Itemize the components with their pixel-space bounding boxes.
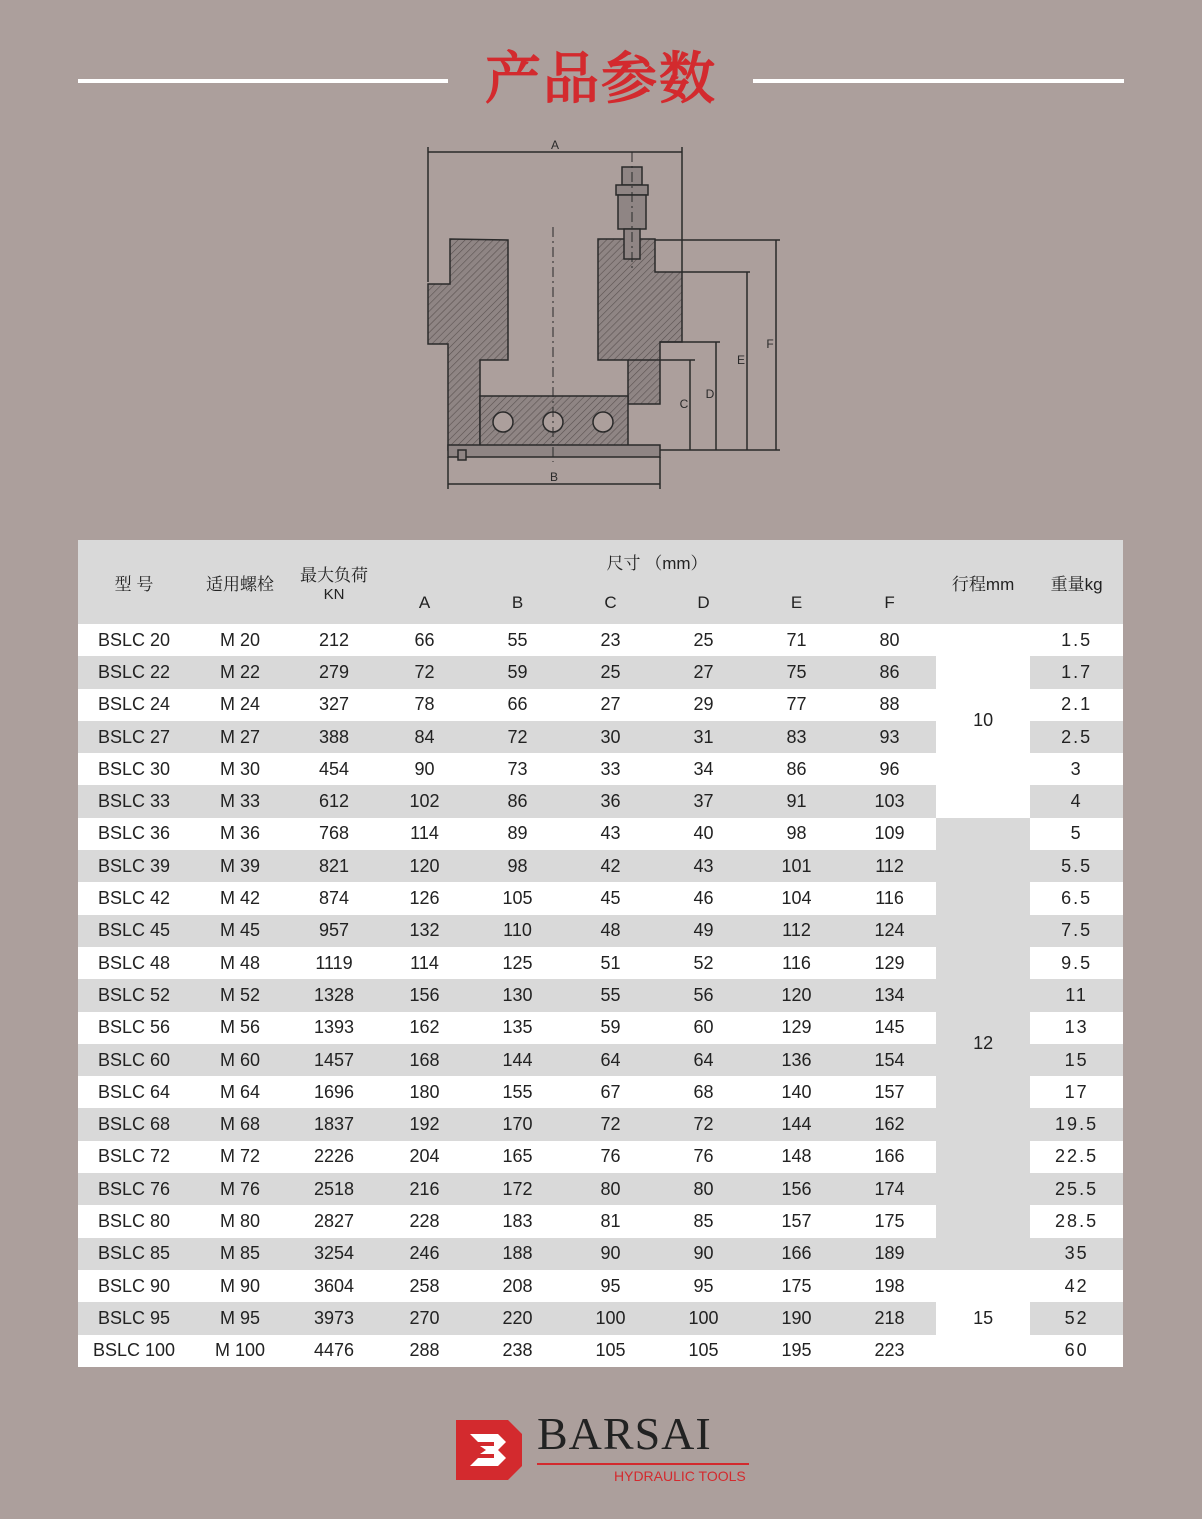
cell-a: 258 xyxy=(378,1270,471,1302)
cell-c: 25 xyxy=(564,656,657,688)
cell-d: 68 xyxy=(657,1076,750,1108)
cell-model: BSLC 48 xyxy=(78,947,190,979)
cell-bolt: M 56 xyxy=(190,1012,290,1044)
cell-d: 95 xyxy=(657,1270,750,1302)
cell-model: BSLC 80 xyxy=(78,1205,190,1237)
cell-c: 76 xyxy=(564,1141,657,1173)
cell-weight: 28.5 xyxy=(1030,1205,1123,1237)
header-load-unit: KN xyxy=(323,586,345,603)
cell-e: 71 xyxy=(750,624,843,656)
cell-load: 1696 xyxy=(290,1076,378,1108)
page-title: 产品参数 xyxy=(485,47,717,112)
cell-d: 27 xyxy=(657,656,750,688)
cell-weight: 9.5 xyxy=(1030,947,1123,979)
cell-c: 43 xyxy=(564,818,657,850)
cell-e: 104 xyxy=(750,882,843,914)
cell-load: 612 xyxy=(290,785,378,817)
cell-model: BSLC 90 xyxy=(78,1270,190,1302)
cell-load: 1393 xyxy=(290,1012,378,1044)
cell-e: 116 xyxy=(750,947,843,979)
cell-c: 95 xyxy=(564,1270,657,1302)
cell-model: BSLC 68 xyxy=(78,1108,190,1140)
cell-c: 36 xyxy=(564,785,657,817)
cell-bolt: M 45 xyxy=(190,915,290,947)
cell-f: 157 xyxy=(843,1076,936,1108)
cell-f: 145 xyxy=(843,1012,936,1044)
cell-bolt: M 42 xyxy=(190,882,290,914)
cell-c: 33 xyxy=(564,753,657,785)
cell-c: 48 xyxy=(564,915,657,947)
cell-f: 175 xyxy=(843,1205,936,1237)
cell-c: 45 xyxy=(564,882,657,914)
cell-load: 2226 xyxy=(290,1141,378,1173)
cell-e: 148 xyxy=(750,1141,843,1173)
cell-model: BSLC 76 xyxy=(78,1173,190,1205)
cell-load: 821 xyxy=(290,850,378,882)
cell-a: 114 xyxy=(378,818,471,850)
cell-d: 90 xyxy=(657,1238,750,1270)
cell-model: BSLC 22 xyxy=(78,656,190,688)
cell-weight: 1.5 xyxy=(1030,624,1123,656)
cell-f: 198 xyxy=(843,1270,936,1302)
cell-b: 220 xyxy=(471,1302,564,1334)
cell-c: 64 xyxy=(564,1044,657,1076)
cell-c: 55 xyxy=(564,979,657,1011)
cell-f: 103 xyxy=(843,785,936,817)
header-dim-b: B xyxy=(471,582,564,624)
cell-bolt: M 60 xyxy=(190,1044,290,1076)
cell-f: 88 xyxy=(843,689,936,721)
cell-e: 83 xyxy=(750,721,843,753)
cell-f: 116 xyxy=(843,882,936,914)
cell-f: 162 xyxy=(843,1108,936,1140)
cell-weight: 15 xyxy=(1030,1044,1123,1076)
dim-label-d: D xyxy=(705,387,715,401)
cell-e: 166 xyxy=(750,1238,843,1270)
cell-weight: 52 xyxy=(1030,1302,1123,1334)
cell-d: 25 xyxy=(657,624,750,656)
cell-b: 238 xyxy=(471,1335,564,1367)
cell-a: 90 xyxy=(378,753,471,785)
cell-model: BSLC 24 xyxy=(78,689,190,721)
header-dim-f: F xyxy=(843,582,936,624)
cell-a: 126 xyxy=(378,882,471,914)
cell-f: 96 xyxy=(843,753,936,785)
cell-e: 140 xyxy=(750,1076,843,1108)
cell-b: 110 xyxy=(471,915,564,947)
cell-weight: 5.5 xyxy=(1030,850,1123,882)
cell-b: 98 xyxy=(471,850,564,882)
cell-e: 129 xyxy=(750,1012,843,1044)
cell-model: BSLC 64 xyxy=(78,1076,190,1108)
cell-model: BSLC 95 xyxy=(78,1302,190,1334)
cell-d: 56 xyxy=(657,979,750,1011)
cell-f: 93 xyxy=(843,721,936,753)
cell-weight: 6.5 xyxy=(1030,882,1123,914)
table-row xyxy=(78,624,1123,656)
cell-a: 168 xyxy=(378,1044,471,1076)
cell-b: 125 xyxy=(471,947,564,979)
cell-bolt: M 76 xyxy=(190,1173,290,1205)
cell-f: 223 xyxy=(843,1335,936,1367)
cell-bolt: M 30 xyxy=(190,753,290,785)
cell-load: 3973 xyxy=(290,1302,378,1334)
cell-a: 66 xyxy=(378,624,471,656)
cell-weight: 1.7 xyxy=(1030,656,1123,688)
cell-e: 175 xyxy=(750,1270,843,1302)
cell-b: 155 xyxy=(471,1076,564,1108)
cell-b: 72 xyxy=(471,721,564,753)
cell-weight: 17 xyxy=(1030,1076,1123,1108)
cell-c: 72 xyxy=(564,1108,657,1140)
cell-e: 86 xyxy=(750,753,843,785)
cell-load: 1837 xyxy=(290,1108,378,1140)
cell-b: 66 xyxy=(471,689,564,721)
header-stroke: 行程mm xyxy=(936,540,1030,624)
cell-a: 84 xyxy=(378,721,471,753)
cell-c: 80 xyxy=(564,1173,657,1205)
cell-e: 156 xyxy=(750,1173,843,1205)
dim-label-c: C xyxy=(679,397,689,411)
cell-load: 212 xyxy=(290,624,378,656)
brand-name: BARSAI xyxy=(537,1408,712,1459)
cell-f: 189 xyxy=(843,1238,936,1270)
header-dim-d: D xyxy=(657,582,750,624)
cell-bolt: M 64 xyxy=(190,1076,290,1108)
cell-model: BSLC 42 xyxy=(78,882,190,914)
cell-d: 80 xyxy=(657,1173,750,1205)
brand-tagline: HYDRAULIC TOOLS xyxy=(614,1468,746,1484)
cell-weight: 11 xyxy=(1030,979,1123,1011)
cell-e: 98 xyxy=(750,818,843,850)
cell-model: BSLC 85 xyxy=(78,1238,190,1270)
cell-load: 957 xyxy=(290,915,378,947)
cell-b: 59 xyxy=(471,656,564,688)
cell-b: 105 xyxy=(471,882,564,914)
table-row xyxy=(78,1270,1123,1302)
cell-bolt: M 20 xyxy=(190,624,290,656)
cell-e: 77 xyxy=(750,689,843,721)
cell-d: 31 xyxy=(657,721,750,753)
cell-b: 170 xyxy=(471,1108,564,1140)
cell-b: 55 xyxy=(471,624,564,656)
cell-c: 42 xyxy=(564,850,657,882)
cell-a: 102 xyxy=(378,785,471,817)
cell-weight: 7.5 xyxy=(1030,915,1123,947)
cell-d: 34 xyxy=(657,753,750,785)
cell-load: 454 xyxy=(290,753,378,785)
cell-a: 114 xyxy=(378,947,471,979)
cell-f: 129 xyxy=(843,947,936,979)
cell-e: 91 xyxy=(750,785,843,817)
cell-c: 90 xyxy=(564,1238,657,1270)
cell-d: 60 xyxy=(657,1012,750,1044)
brand-divider xyxy=(537,1463,749,1465)
cell-load: 768 xyxy=(290,818,378,850)
cell-d: 46 xyxy=(657,882,750,914)
cell-stroke: 10 xyxy=(936,624,1030,818)
cell-bolt: M 27 xyxy=(190,721,290,753)
header-dim-c: C xyxy=(564,582,657,624)
cell-weight: 13 xyxy=(1030,1012,1123,1044)
dim-label-a: A xyxy=(550,138,560,152)
cell-a: 120 xyxy=(378,850,471,882)
cell-weight: 5 xyxy=(1030,818,1123,850)
cell-weight: 25.5 xyxy=(1030,1173,1123,1205)
cell-a: 216 xyxy=(378,1173,471,1205)
cell-d: 40 xyxy=(657,818,750,850)
cell-weight: 19.5 xyxy=(1030,1108,1123,1140)
cell-a: 246 xyxy=(378,1238,471,1270)
cell-c: 59 xyxy=(564,1012,657,1044)
cell-d: 85 xyxy=(657,1205,750,1237)
cell-e: 157 xyxy=(750,1205,843,1237)
cell-b: 188 xyxy=(471,1238,564,1270)
cell-load: 2827 xyxy=(290,1205,378,1237)
cell-e: 75 xyxy=(750,656,843,688)
cell-model: BSLC 20 xyxy=(78,624,190,656)
cell-b: 89 xyxy=(471,818,564,850)
cell-bolt: M 52 xyxy=(190,979,290,1011)
cell-bolt: M 36 xyxy=(190,818,290,850)
cell-load: 3254 xyxy=(290,1238,378,1270)
cell-f: 112 xyxy=(843,850,936,882)
cell-b: 135 xyxy=(471,1012,564,1044)
cell-d: 37 xyxy=(657,785,750,817)
cell-bolt: M 85 xyxy=(190,1238,290,1270)
cell-d: 76 xyxy=(657,1141,750,1173)
cell-bolt: M 80 xyxy=(190,1205,290,1237)
cell-weight: 42 xyxy=(1030,1270,1123,1302)
cell-e: 101 xyxy=(750,850,843,882)
cell-a: 204 xyxy=(378,1141,471,1173)
cell-load: 388 xyxy=(290,721,378,753)
cell-e: 144 xyxy=(750,1108,843,1140)
cell-model: BSLC 39 xyxy=(78,850,190,882)
spec-table xyxy=(78,540,1123,1367)
cell-weight: 60 xyxy=(1030,1335,1123,1367)
cell-b: 144 xyxy=(471,1044,564,1076)
cell-weight: 2.5 xyxy=(1030,721,1123,753)
header-dim-e: E xyxy=(750,582,843,624)
cell-d: 43 xyxy=(657,850,750,882)
cell-f: 134 xyxy=(843,979,936,1011)
cell-e: 190 xyxy=(750,1302,843,1334)
cell-model: BSLC 36 xyxy=(78,818,190,850)
cell-bolt: M 90 xyxy=(190,1270,290,1302)
product-cross-section-drawing xyxy=(410,132,790,497)
dim-label-e: E xyxy=(736,353,746,367)
cell-f: 154 xyxy=(843,1044,936,1076)
cell-b: 165 xyxy=(471,1141,564,1173)
cell-model: BSLC 45 xyxy=(78,915,190,947)
cell-e: 112 xyxy=(750,915,843,947)
header-dimensions: 尺寸 （mm） xyxy=(378,540,936,582)
cell-c: 27 xyxy=(564,689,657,721)
cell-f: 86 xyxy=(843,656,936,688)
cell-c: 23 xyxy=(564,624,657,656)
cell-stroke: 15 xyxy=(936,1270,1030,1367)
table-row xyxy=(78,818,1123,850)
cell-e: 120 xyxy=(750,979,843,1011)
header-bolt: 适用螺栓 xyxy=(190,540,290,624)
header-load-label: 最大负荷 xyxy=(300,566,368,585)
header-model: 型 号 xyxy=(78,540,190,624)
cell-model: BSLC 33 xyxy=(78,785,190,817)
cell-load: 1119 xyxy=(290,947,378,979)
cell-model: BSLC 100 xyxy=(78,1335,190,1367)
cell-load: 1457 xyxy=(290,1044,378,1076)
cell-c: 105 xyxy=(564,1335,657,1367)
cell-a: 270 xyxy=(378,1302,471,1334)
cell-weight: 3 xyxy=(1030,753,1123,785)
cell-b: 86 xyxy=(471,785,564,817)
cell-bolt: M 39 xyxy=(190,850,290,882)
cell-bolt: M 100 xyxy=(190,1335,290,1367)
cell-weight: 2.1 xyxy=(1030,689,1123,721)
cell-bolt: M 33 xyxy=(190,785,290,817)
cell-a: 228 xyxy=(378,1205,471,1237)
dim-label-f: F xyxy=(766,337,774,351)
cell-load: 327 xyxy=(290,689,378,721)
cell-d: 52 xyxy=(657,947,750,979)
cell-b: 130 xyxy=(471,979,564,1011)
cell-b: 73 xyxy=(471,753,564,785)
cell-f: 109 xyxy=(843,818,936,850)
cell-a: 288 xyxy=(378,1335,471,1367)
cell-weight: 22.5 xyxy=(1030,1141,1123,1173)
header-weight: 重量kg xyxy=(1030,540,1123,624)
header-dim-a: A xyxy=(378,582,471,624)
cell-b: 183 xyxy=(471,1205,564,1237)
cell-d: 105 xyxy=(657,1335,750,1367)
cell-a: 192 xyxy=(378,1108,471,1140)
cell-a: 132 xyxy=(378,915,471,947)
cell-bolt: M 68 xyxy=(190,1108,290,1140)
cell-e: 195 xyxy=(750,1335,843,1367)
cell-a: 180 xyxy=(378,1076,471,1108)
cell-d: 100 xyxy=(657,1302,750,1334)
cell-load: 4476 xyxy=(290,1335,378,1367)
cell-bolt: M 24 xyxy=(190,689,290,721)
cell-c: 51 xyxy=(564,947,657,979)
cell-model: BSLC 60 xyxy=(78,1044,190,1076)
cell-f: 218 xyxy=(843,1302,936,1334)
cell-load: 3604 xyxy=(290,1270,378,1302)
dim-label-b: B xyxy=(549,470,559,484)
cell-a: 72 xyxy=(378,656,471,688)
cell-model: BSLC 56 xyxy=(78,1012,190,1044)
cell-bolt: M 72 xyxy=(190,1141,290,1173)
cell-load: 874 xyxy=(290,882,378,914)
cell-model: BSLC 30 xyxy=(78,753,190,785)
cell-bolt: M 95 xyxy=(190,1302,290,1334)
cell-weight: 35 xyxy=(1030,1238,1123,1270)
cell-d: 29 xyxy=(657,689,750,721)
cell-b: 208 xyxy=(471,1270,564,1302)
cell-c: 30 xyxy=(564,721,657,753)
cell-load: 279 xyxy=(290,656,378,688)
cell-f: 80 xyxy=(843,624,936,656)
cell-a: 78 xyxy=(378,689,471,721)
cell-f: 124 xyxy=(843,915,936,947)
cell-e: 136 xyxy=(750,1044,843,1076)
cell-model: BSLC 52 xyxy=(78,979,190,1011)
cell-d: 72 xyxy=(657,1108,750,1140)
cell-a: 156 xyxy=(378,979,471,1011)
cell-load: 1328 xyxy=(290,979,378,1011)
cell-b: 172 xyxy=(471,1173,564,1205)
cell-stroke: 12 xyxy=(936,818,1030,1270)
cell-weight: 4 xyxy=(1030,785,1123,817)
cell-c: 100 xyxy=(564,1302,657,1334)
cell-c: 67 xyxy=(564,1076,657,1108)
cell-bolt: M 22 xyxy=(190,656,290,688)
header-load xyxy=(290,540,378,624)
cell-f: 166 xyxy=(843,1141,936,1173)
cell-load: 2518 xyxy=(290,1173,378,1205)
cell-model: BSLC 72 xyxy=(78,1141,190,1173)
cell-f: 174 xyxy=(843,1173,936,1205)
cell-d: 64 xyxy=(657,1044,750,1076)
cell-d: 49 xyxy=(657,915,750,947)
cell-a: 162 xyxy=(378,1012,471,1044)
cell-c: 81 xyxy=(564,1205,657,1237)
cell-model: BSLC 27 xyxy=(78,721,190,753)
cell-bolt: M 48 xyxy=(190,947,290,979)
